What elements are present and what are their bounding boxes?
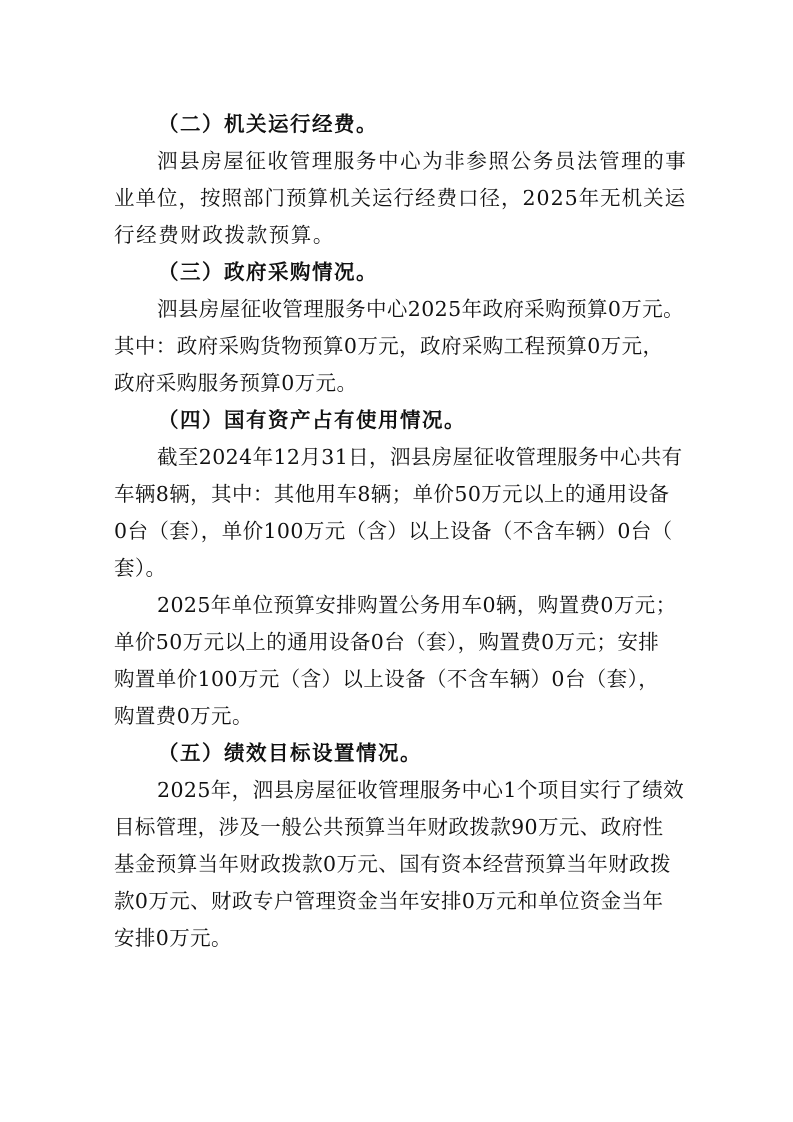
paragraph-line: 款0万元、财政专户管理资金当年安排0万元和单位资金当年 bbox=[114, 889, 664, 913]
paragraph-line: 车辆8辆，其中：其他用车8辆；单价50万元以上的通用设备 bbox=[114, 482, 670, 506]
paragraph-line: 政府采购服务预算0万元。 bbox=[114, 371, 358, 395]
section-heading: （五）绩效目标设置情况。 bbox=[158, 741, 422, 765]
paragraph-line: 泗县房屋征收管理服务中心2025年政府采购预算0万元。 bbox=[157, 297, 685, 321]
section-heading: （二）机关运行经费。 bbox=[158, 112, 378, 136]
paragraph-line: 购置单价100万元（含）以上设备（不含车辆）0台（套）， bbox=[114, 667, 660, 691]
paragraph-line: 2025年，泗县房屋征收管理服务中心1个项目实行了绩效 bbox=[157, 778, 685, 802]
paragraph-line: 0台（套），单价100万元（含）以上设备（不含车辆）0台（ bbox=[114, 519, 673, 543]
paragraph-line: 安排0万元。 bbox=[114, 926, 232, 950]
section-heading: （三）政府采购情况。 bbox=[158, 260, 378, 284]
paragraph-line: 购置费0万元。 bbox=[114, 704, 253, 728]
section-heading: （四）国有资产占有使用情况。 bbox=[158, 408, 466, 432]
paragraph-line: 截至2024年12月31日，泗县房屋征收管理服务中心共有 bbox=[157, 445, 683, 469]
paragraph-line: 套）。 bbox=[114, 556, 167, 580]
paragraph-line: 业单位，按照部门预算机关运行经费口径，2025年无机关运 bbox=[114, 186, 687, 210]
paragraph-line: 泗县房屋征收管理服务中心为非参照公务员法管理的事 bbox=[157, 149, 688, 173]
paragraph-line: 单价50万元以上的通用设备0台（套），购置费0万元；安排 bbox=[114, 630, 660, 654]
paragraph-line: 基金预算当年财政拨款0万元、国有资本经营预算当年财政拨 bbox=[114, 852, 671, 876]
paragraph-line: 2025年单位预算安排购置公务用车0辆，购置费0万元； bbox=[157, 593, 677, 617]
paragraph-line: 行经费财政拨款预算。 bbox=[114, 223, 335, 247]
paragraph-line: 目标管理，涉及一般公共预算当年财政拨款90万元、政府性 bbox=[114, 815, 664, 839]
paragraph-line: 其中：政府采购货物预算0万元，政府采购工程预算0万元， bbox=[114, 334, 664, 358]
